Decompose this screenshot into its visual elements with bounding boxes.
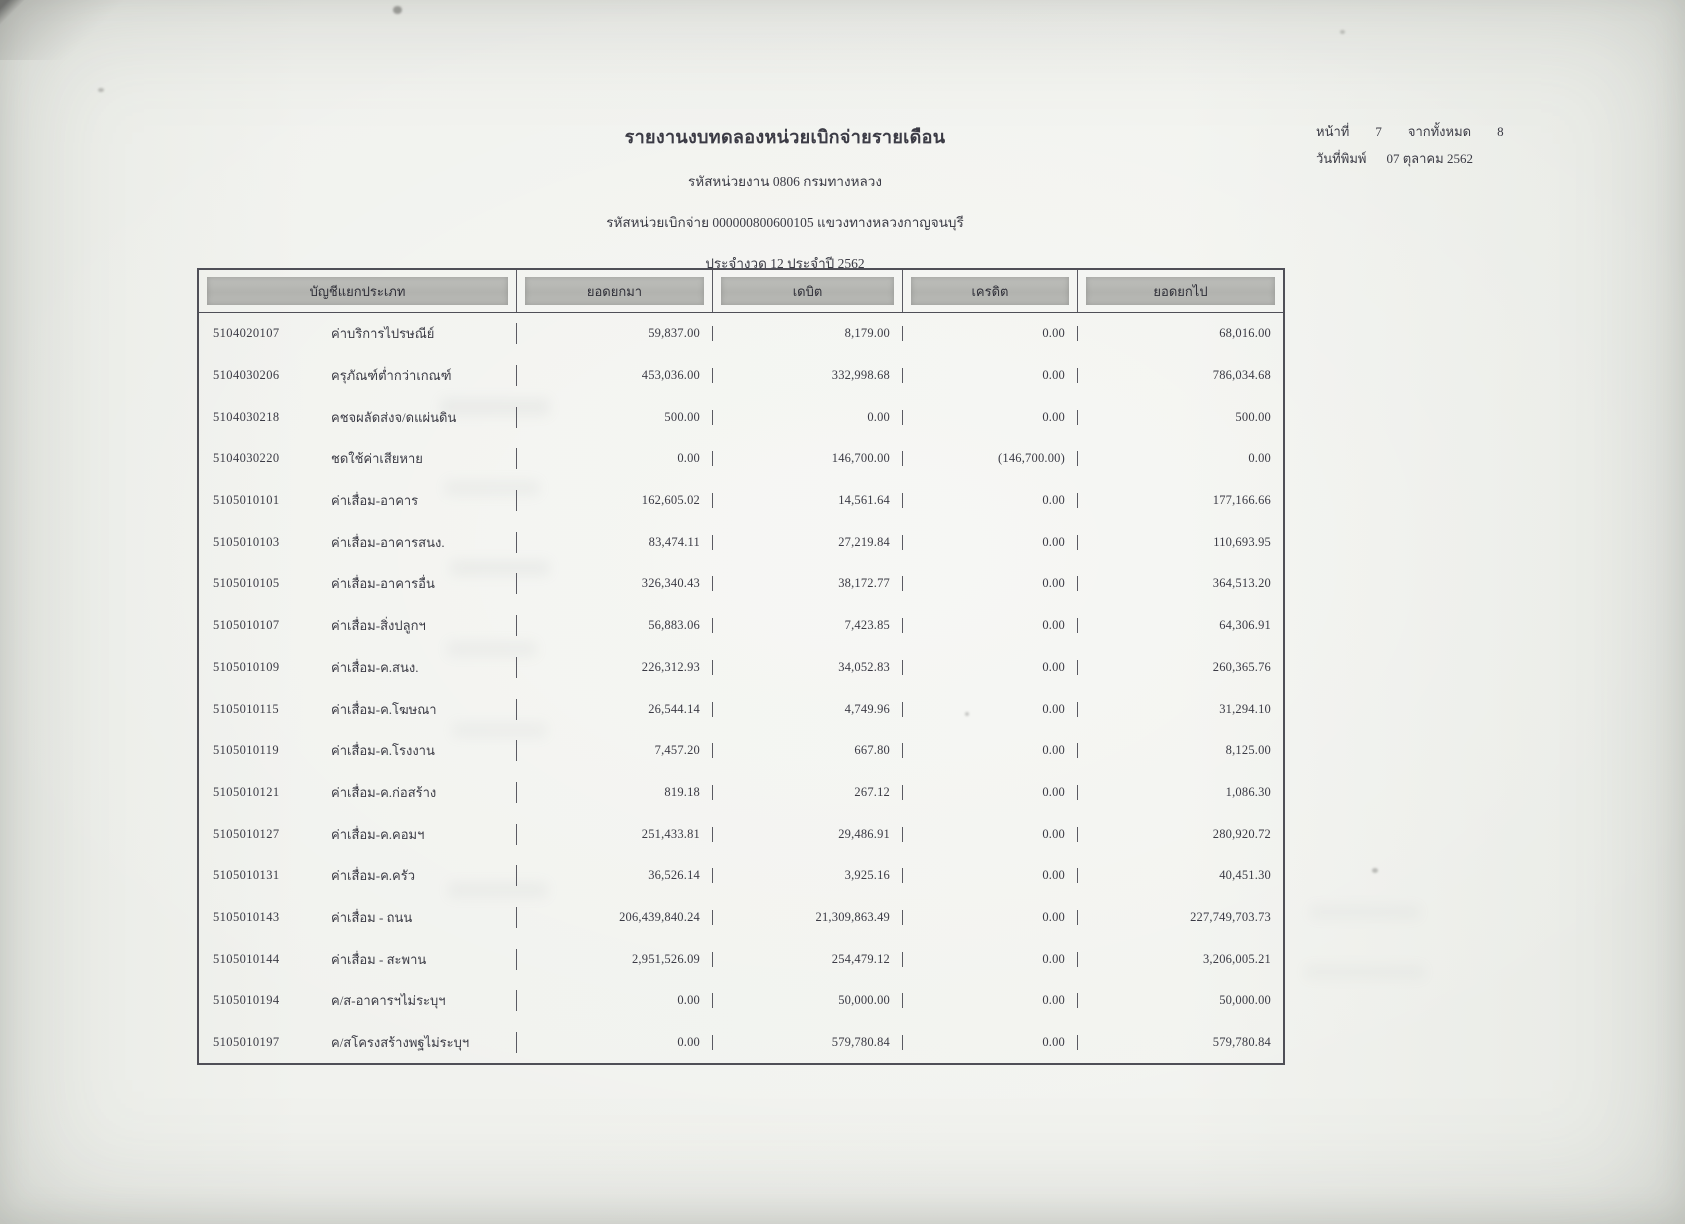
credit-value: 0.00 [903,702,1078,717]
brought-forward-value: 162,605.02 [517,493,713,508]
page-total: 8 [1497,124,1504,139]
credit-value: 0.00 [903,410,1078,425]
account-code: 5105010131 [213,868,280,883]
account-name: ค่าเสื่อม-อาคาร [331,493,419,509]
brought-forward-value: 453,036.00 [517,368,713,383]
account-name: ครุภัณฑ์ต่ำกว่าเกณฑ์ [331,368,452,384]
carried-forward-value: 280,920.72 [1212,826,1271,841]
table-row [199,647,1283,689]
brought-forward-value: 2,951,526.09 [517,952,713,967]
scan-speck [1340,30,1345,34]
debit-value: 579,780.84 [713,1035,903,1050]
account-code: 5105010115 [213,701,280,716]
header-cell-credit: เครดิต [903,270,1078,312]
print-date-value: 07 ตุลาคม 2562 [1386,151,1473,166]
carried-forward-value: 579,780.84 [1212,1035,1271,1050]
scan-speck [98,88,104,92]
table-row [199,396,1283,438]
period-line: ประจำงวด 12 ประจำปี 2562 [705,256,865,271]
brought-forward-value: 7,457.20 [517,743,713,758]
account-cell [199,323,517,344]
carried-forward-value: 3,206,005.21 [1202,951,1271,966]
brought-forward-value: 226,312.93 [517,660,713,675]
account-code: 5105010127 [213,826,280,841]
page-title: รายงานงบทดลองหน่วยเบิกจ่ายรายเดือน [624,127,946,147]
account-cell [199,740,517,761]
debit-value: 267.12 [713,785,903,800]
account-name: ค่าเสื่อม-ค.ก่อสร้าง [331,784,437,800]
brought-forward-value: 59,837.00 [517,326,713,341]
debit-value: 50,000.00 [713,993,903,1008]
account-name: ชดใช้ค่าเสียหาย [331,451,423,467]
table-row [199,521,1283,563]
scan-bleed-through [1310,905,1420,919]
carried-forward-value: 40,451.30 [1219,868,1271,883]
table-row [199,605,1283,647]
account-code: 5104030206 [213,368,280,383]
debit-value: 21,309,863.49 [713,910,903,925]
credit-value: 0.00 [903,660,1078,675]
debit-value: 38,172.77 [713,576,903,591]
table-row [199,855,1283,897]
credit-value: 0.00 [903,618,1078,633]
carried-forward-value: 177,166.66 [1212,493,1271,508]
brought-forward-value: 83,474.11 [517,535,713,550]
brought-forward-value: 500.00 [517,410,713,425]
account-cell [199,365,517,386]
table-row [199,813,1283,855]
account-name: คชจผลัดส่งจ/ดแผ่นดิน [331,409,457,425]
debit-value: 4,749.96 [713,702,903,717]
carried-forward-value: 64,306.91 [1219,618,1271,633]
credit-value: 0.00 [903,743,1078,758]
credit-value: (146,700.00) [903,451,1078,466]
carried-forward-value: 364,513.20 [1212,576,1271,591]
table-row [199,313,1283,355]
carried-forward-value: 0.00 [1248,451,1271,466]
account-name: ค่าเสื่อม - สะพาน [331,951,427,967]
brought-forward-value: 0.00 [517,451,713,466]
report-header [390,122,1180,274]
brought-forward-value: 36,526.14 [517,868,713,883]
account-code: 5105010121 [213,784,280,799]
account-name: ค/สโครงสร้างพฐไม่ระบุฯ [331,1035,470,1051]
brought-forward-value: 0.00 [517,993,713,1008]
account-name: ค/ส-อาคารฯไม่ระบุฯ [331,993,446,1009]
account-code: 5105010144 [213,951,280,966]
debit-value: 667.80 [713,743,903,758]
carried-forward-value: 110,693.95 [1213,534,1271,549]
account-name: ค่าเสื่อม-ค.คอมฯ [331,826,425,842]
trial-balance-table [197,268,1285,1065]
table-row [199,1022,1283,1064]
account-name: ค่าเสื่อม-ค.โฆษณา [331,701,437,717]
carried-forward-value: 68,016.00 [1219,326,1271,341]
debit-value: 146,700.00 [713,451,903,466]
brought-forward-value: 206,439,840.24 [517,910,713,925]
disbursing-unit-line: รหัสหน่วยเบิกจ่าย 000000800600105 แขวงทางหลวงกาญจนบุรี [606,215,964,230]
brought-forward-value: 26,544.14 [517,702,713,717]
page-info [1316,118,1504,172]
table-row [199,897,1283,939]
account-name: ค่าเสื่อม-ค.สนง. [331,659,419,675]
agency-code-line: รหัสหน่วยงาน 0806 กรมทางหลวง [688,174,882,189]
account-cell [199,657,517,678]
account-cell [199,615,517,636]
carried-forward-value: 31,294.10 [1219,701,1271,716]
account-code: 5105010101 [213,493,280,508]
scan-corner-fold [0,0,150,60]
carried-forward-value: 500.00 [1235,409,1271,424]
page-total-label: จากทั้งหมด [1407,124,1472,139]
credit-value: 0.00 [903,952,1078,967]
account-cell [199,782,517,803]
debit-value: 29,486.91 [713,827,903,842]
account-cell [199,907,517,928]
credit-value: 0.00 [903,868,1078,883]
header-cell-debit: เดบิต [713,270,903,312]
brought-forward-value: 251,433.81 [517,827,713,842]
table-row [199,355,1283,397]
account-cell [199,490,517,511]
account-code: 5105010197 [213,1035,280,1050]
credit-value: 0.00 [903,785,1078,800]
account-cell [199,699,517,720]
table-header-row [199,270,1283,313]
debit-value: 34,052.83 [713,660,903,675]
credit-value: 0.00 [903,368,1078,383]
carried-forward-value: 260,365.76 [1212,659,1271,674]
account-code: 5105010103 [213,534,280,549]
print-date-label: วันที่พิมพ์ [1316,151,1367,166]
account-code: 5105010143 [213,909,280,924]
table-row [199,772,1283,814]
account-cell [199,949,517,970]
account-code: 5105010119 [213,743,280,758]
account-code: 5105010105 [213,576,280,591]
credit-value: 0.00 [903,910,1078,925]
account-cell [199,532,517,553]
header-cell-brought-forward: ยอดยกมา [517,270,713,312]
debit-value: 27,219.84 [713,535,903,550]
account-code: 5104020107 [213,326,280,341]
debit-value: 0.00 [713,410,903,425]
account-cell [199,865,517,886]
page-number-line [1316,118,1504,145]
brought-forward-value: 819.18 [517,785,713,800]
account-code: 5104030220 [213,451,280,466]
account-name: ค่าเสื่อม-อาคารสนง. [331,534,445,550]
table-row [199,980,1283,1022]
credit-value: 0.00 [903,535,1078,550]
credit-value: 0.00 [903,576,1078,591]
table-row [199,438,1283,480]
account-name: ค่าเสื่อม-อาคารอื่น [331,576,435,592]
page-number: 7 [1375,124,1382,139]
table-row [199,480,1283,522]
table-row [199,563,1283,605]
header-cell-account: บัญชีแยกประเภท [199,270,517,312]
account-cell [199,990,517,1011]
account-name: ค่าเสื่อม - ถนน [331,909,413,925]
account-name: ค่าเสื่อม-สิ่งปลูกฯ [331,618,426,634]
print-date-line [1316,145,1504,172]
header-cell-carried-forward: ยอดยกไป [1078,270,1283,312]
account-code: 5104030218 [213,409,280,424]
account-name: ค่าเสื่อม-ค.ครัว [331,868,416,884]
account-cell [199,448,517,469]
debit-value: 7,423.85 [713,618,903,633]
carried-forward-value: 1,086.30 [1225,784,1271,799]
table-row [199,688,1283,730]
table-row [199,938,1283,980]
brought-forward-value: 326,340.43 [517,576,713,591]
page-label: หน้าที่ [1316,124,1350,139]
table-body [199,313,1283,1063]
account-cell [199,573,517,594]
table-row [199,730,1283,772]
carried-forward-value: 786,034.68 [1212,368,1271,383]
scan-speck [1372,868,1378,873]
carried-forward-value: 50,000.00 [1219,993,1271,1008]
brought-forward-value: 0.00 [517,1035,713,1050]
debit-value: 254,479.12 [713,952,903,967]
brought-forward-value: 56,883.06 [517,618,713,633]
account-cell [199,824,517,845]
account-cell [199,1032,517,1053]
account-name: ค่าเสื่อม-ค.โรงงาน [331,743,435,759]
credit-value: 0.00 [903,1035,1078,1050]
account-name: ค่าบริการไปรษณีย์ [331,326,435,342]
carried-forward-value: 227,749,703.73 [1190,909,1271,924]
scan-speck [393,6,402,14]
carried-forward-value: 8,125.00 [1225,743,1271,758]
debit-value: 14,561.64 [713,493,903,508]
account-code: 5105010109 [213,659,280,674]
credit-value: 0.00 [903,993,1078,1008]
debit-value: 332,998.68 [713,368,903,383]
account-cell [199,407,517,428]
credit-value: 0.00 [903,493,1078,508]
scan-bleed-through [1305,965,1425,979]
account-code: 5105010107 [213,618,280,633]
credit-value: 0.00 [903,326,1078,341]
account-code: 5105010194 [213,993,280,1008]
debit-value: 3,925.16 [713,868,903,883]
credit-value: 0.00 [903,827,1078,842]
debit-value: 8,179.00 [713,326,903,341]
